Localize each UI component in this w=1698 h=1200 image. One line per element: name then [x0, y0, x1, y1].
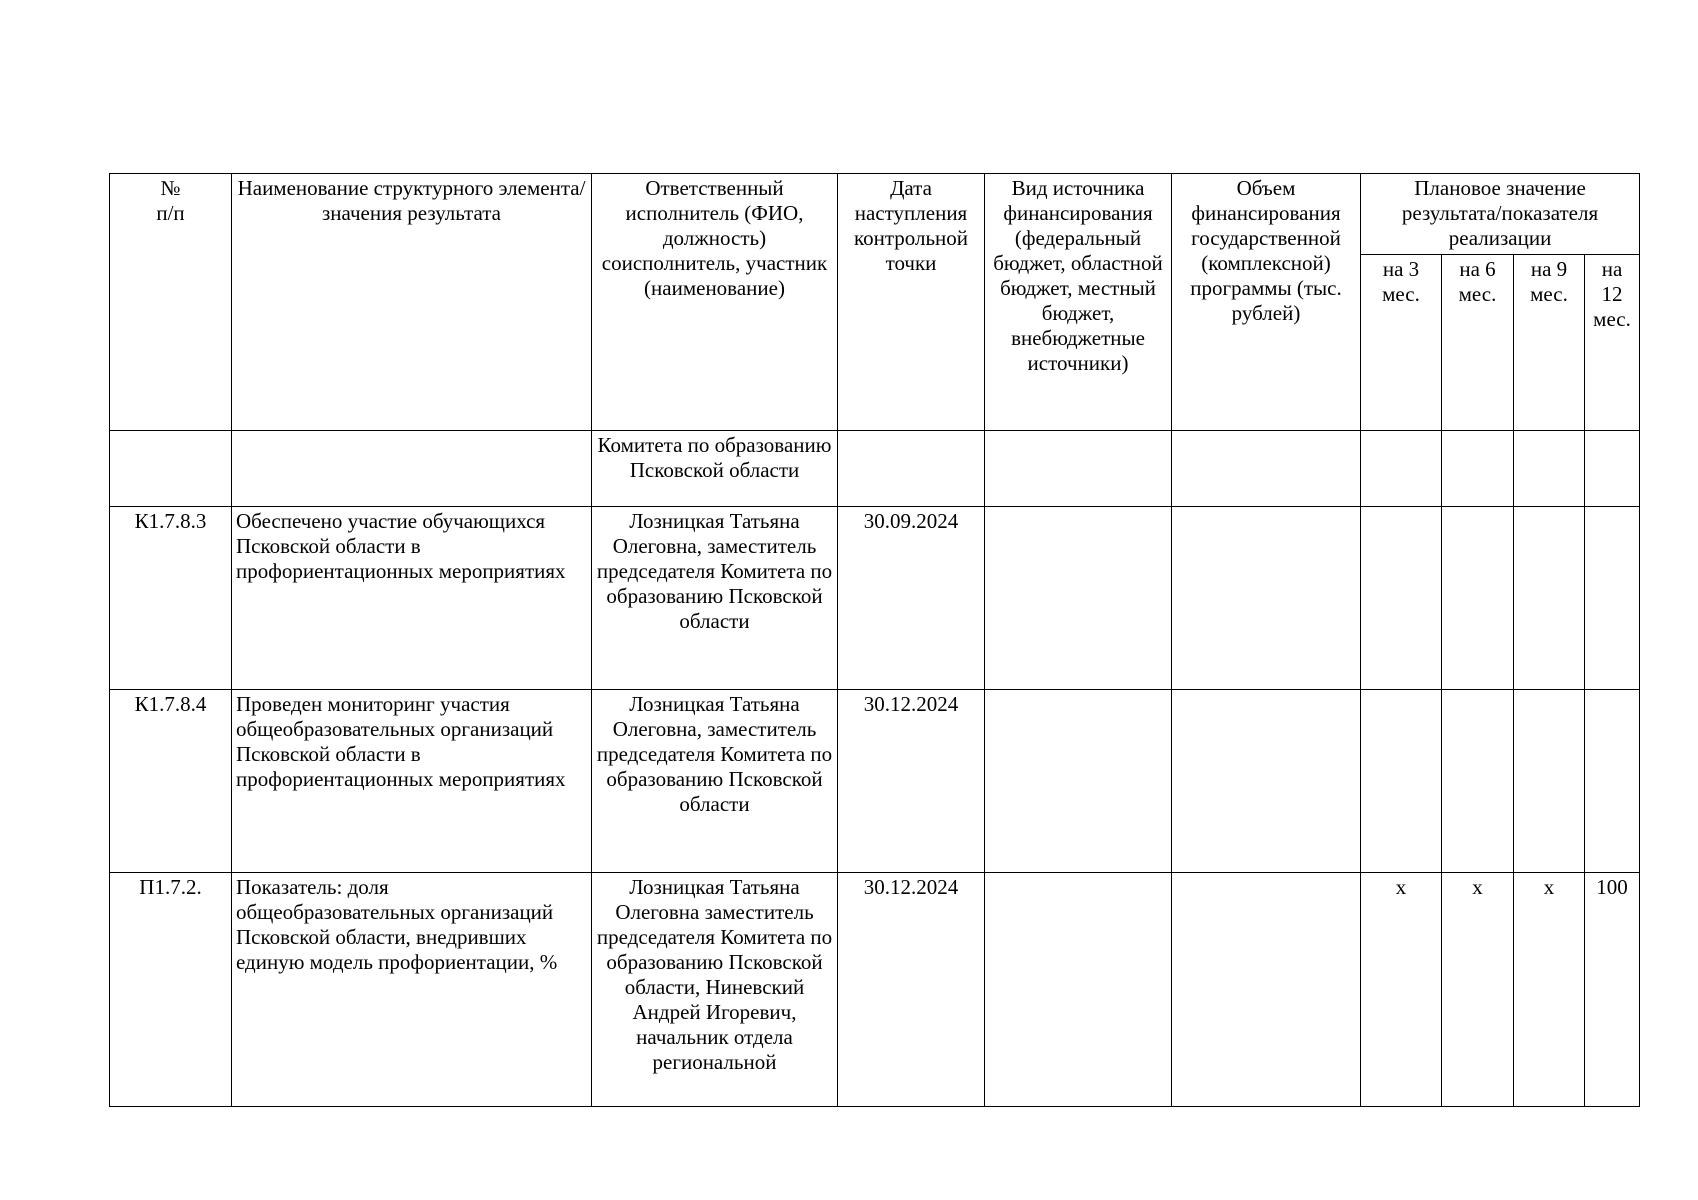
cell-m3 — [1361, 507, 1442, 690]
cell-name: Показатель: доля общеобразовательных организаций Псковской области, внедривших единую модель профориентации, % — [232, 873, 592, 1107]
cell-responsible: Комитета по образованию Псковской области — [592, 431, 838, 507]
cell-volume — [1172, 507, 1361, 690]
cell-source — [985, 873, 1172, 1107]
cell-m9 — [1514, 431, 1585, 507]
cell-m12: 100 — [1585, 873, 1640, 1107]
cell-m12 — [1585, 431, 1640, 507]
cell-m3: х — [1361, 873, 1442, 1107]
cell-m12 — [1585, 690, 1640, 873]
cell-num: К1.7.8.4 — [110, 690, 232, 873]
cell-source — [985, 431, 1172, 507]
cell-source — [985, 507, 1172, 690]
cell-source — [985, 690, 1172, 873]
header-name: Наименование структурного элемента/ значения результата — [232, 174, 592, 431]
cell-num: К1.7.8.3 — [110, 507, 232, 690]
cell-num — [110, 431, 232, 507]
header-row — [110, 174, 1640, 255]
program-table — [109, 173, 1640, 1107]
cell-name: Проведен мониторинг участия общеобразовательных организаций Псковской области в профориентационных мероприятиях — [232, 690, 592, 873]
header-planned: Плановое значение результата/показателя реализации — [1361, 174, 1640, 255]
cell-m6 — [1442, 507, 1514, 690]
cell-m9 — [1514, 690, 1585, 873]
cell-date — [838, 431, 985, 507]
cell-responsible: Лозницкая Татьяна Олеговна, заместитель председателя Комитета по образованию Псковской области — [592, 690, 838, 873]
cell-date: 30.12.2024 — [838, 690, 985, 873]
header-date: Дата наступления контрольной точки — [838, 174, 985, 431]
table-row — [110, 507, 1640, 690]
cell-m6: х — [1442, 873, 1514, 1107]
header-source: Вид источника финансирования (федеральный бюджет, областной бюджет, местный бюджет, внебюджетные источники) — [985, 174, 1172, 431]
table-row — [110, 431, 1640, 507]
cell-m3 — [1361, 431, 1442, 507]
cell-responsible: Лозницкая Татьяна Олеговна, заместитель председателя Комитета по образованию Псковской области — [592, 507, 838, 690]
header-volume: Объем финансирования государственной (комплексной) программы (тыс. рублей) — [1172, 174, 1361, 431]
header-responsible: Ответственный исполнитель (ФИО, должность) соисполнитель, участник (наименование) — [592, 174, 838, 431]
cell-volume — [1172, 690, 1361, 873]
cell-responsible: Лозницкая Татьяна Олеговна заместитель председателя Комитета по образованию Псковской области, Нинeвский Андрей Игоревич, начальник отдела региональной — [592, 873, 838, 1107]
cell-m9: х — [1514, 873, 1585, 1107]
cell-m6 — [1442, 431, 1514, 507]
cell-m6 — [1442, 690, 1514, 873]
table-row — [110, 690, 1640, 873]
header-m3: на 3 мес. — [1361, 255, 1442, 431]
header-m6: на 6 мес. — [1442, 255, 1514, 431]
cell-m3 — [1361, 690, 1442, 873]
header-num: № п/п — [110, 174, 232, 431]
cell-date: 30.12.2024 — [838, 873, 985, 1107]
cell-name — [232, 431, 592, 507]
header-m9: на 9 мес. — [1514, 255, 1585, 431]
cell-m9 — [1514, 507, 1585, 690]
cell-date: 30.09.2024 — [838, 507, 985, 690]
cell-num: П1.7.2. — [110, 873, 232, 1107]
cell-name: Обеспечено участие обучающихся Псковской области в профориентационных мероприятиях — [232, 507, 592, 690]
cell-m12 — [1585, 507, 1640, 690]
cell-volume — [1172, 873, 1361, 1107]
cell-volume — [1172, 431, 1361, 507]
header-m12: на 12 мес. — [1585, 255, 1640, 431]
table-row — [110, 873, 1640, 1107]
